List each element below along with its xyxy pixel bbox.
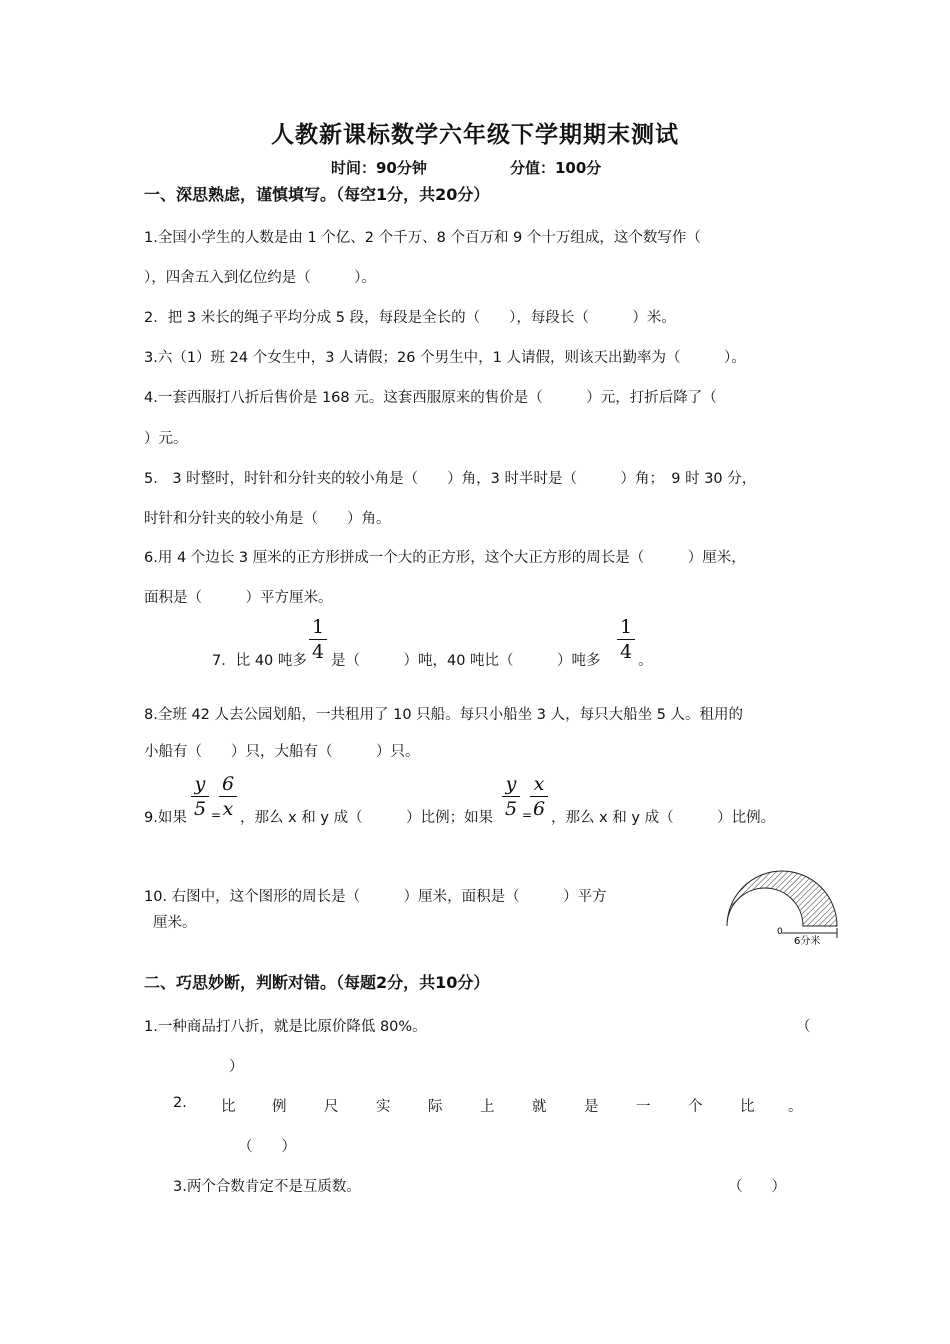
page-title: 人教新课标数学六年级下学期期末测试: [271, 122, 679, 148]
q9-fraction-4-denominator: 6: [532, 798, 546, 820]
s2-q3-paren: （ ）: [728, 1179, 786, 1195]
q7-fraction-1-denominator: 4: [311, 641, 325, 663]
q9-fraction-2-denominator: x: [222, 798, 234, 820]
q9-part1: 9.如果: [144, 810, 187, 826]
q9-fraction-4-numerator: x: [533, 773, 545, 795]
q7-part3: 。: [638, 653, 653, 669]
fraction-bar: [309, 639, 327, 640]
q7-part2: 是（ ）吨，40 吨比（ ）吨多: [331, 653, 601, 669]
fraction-bar: [191, 796, 209, 797]
q3: 3.六（1）班 24 个女生中，3 人请假；26 个男生中，1 人请假，则该天出勤率为（ ）。: [144, 350, 746, 366]
s2-q2-char: 。: [788, 1099, 803, 1115]
q6-line2: 面积是（ ）平方厘米。: [144, 590, 333, 606]
q10-line1: 10. 右图中，这个图形的周长是（ ）厘米，面积是（ ）平方: [144, 889, 607, 905]
s2-q2-char: 际: [428, 1099, 443, 1115]
figure-length-label: 6分米: [794, 936, 821, 947]
exam-time: 时间：90分钟: [331, 159, 427, 177]
s2-q2-char: 比: [740, 1099, 755, 1115]
s2-q2: [0, 1095, 950, 1117]
s2-q2-char: 比: [221, 1099, 236, 1115]
q9-fraction-3: [502, 773, 520, 820]
figure-origin-label: 0: [777, 927, 783, 937]
q9-part3: ，那么 x 和 y 成（ ）比例。: [551, 810, 776, 826]
q9-fraction-3-denominator: 5: [504, 798, 518, 820]
q5-line2: 时针和分针夹的较小角是（ ）角。: [144, 511, 391, 527]
q7-part1: 7．比 40 吨多: [212, 653, 307, 669]
semicircle-figure: [720, 860, 850, 952]
q7-fraction-2-denominator: 4: [619, 641, 633, 663]
q2: 2．把 3 米长的绳子平均分成 5 段，每段是全长的（ ），每段长（ ）米。: [144, 310, 676, 326]
q9-fraction-2-numerator: 6: [221, 773, 235, 795]
s2-q2-char: 就: [532, 1099, 547, 1115]
s2-q2-char: 实: [376, 1099, 391, 1115]
q8-line1: 8.全班 42 人去公园划船，一共租用了 10 只船。每只小船坐 3 人，每只大船坐 5 人。租用的: [144, 707, 744, 723]
s2-q1: 1.一种商品打八折，就是比原价降低 80%。: [144, 1019, 427, 1035]
s2-q2-char: 个: [688, 1099, 703, 1115]
q1-line1: 1.全国小学生的人数是由 1 个亿、2 个千万、8 个百万和 9 个十万组成，这个数写作（: [144, 230, 701, 246]
fraction-bar: [502, 796, 520, 797]
q8-line2: 小船有（ ）只，大船有（ ）只。: [144, 744, 420, 760]
q9-fraction-1-numerator: y: [194, 773, 206, 795]
q7-fraction-1-numerator: 1: [311, 616, 325, 638]
section2-heading: 二、巧思妙断，判断对错。（每题2分，共10分）: [144, 973, 490, 992]
fraction-bar: [617, 639, 635, 640]
s2-q1-paren-open: （: [796, 1019, 811, 1035]
s2-q2-paren: （ ）: [238, 1139, 296, 1155]
section1-heading: 一、深思熟虑，谨慎填写。（每空1分，共20分）: [144, 185, 490, 204]
q6-line1: 6.用 4 个边长 3 厘米的正方形拼成一个大的正方形，这个大正方形的周长是（ ）厘米，: [144, 550, 746, 566]
q5-line1: 5. 3 时整时，时针和分针夹的较小角是（ ）角，3 时半时是（ ）角； 9 时 30 分，: [144, 471, 757, 487]
q9-equals-1: =: [211, 808, 222, 822]
s2-q2-char: 上: [480, 1099, 495, 1115]
q4-line2: ）元。: [144, 431, 188, 447]
exam-score: 分值：100分: [510, 159, 602, 177]
q9-fraction-2: [219, 773, 237, 820]
q9-equals-2: =: [522, 808, 533, 822]
q9-part2: ，那么 x 和 y 成（ ）比例；如果: [240, 810, 494, 826]
q9-fraction-3-numerator: y: [505, 773, 517, 795]
q7-fraction-2: [617, 616, 635, 663]
fraction-bar: [530, 796, 548, 797]
s2-q2-char: 一: [636, 1099, 651, 1115]
s2-q2-char: 例: [272, 1099, 287, 1115]
q7-fraction-1: [309, 616, 327, 663]
q1-line2: ），四舍五入到亿位约是（ ）。: [144, 270, 376, 286]
q10-line2: 厘米。: [153, 915, 197, 931]
s2-q2-char: 尺: [324, 1099, 339, 1115]
s2-q2-char: 是: [584, 1099, 599, 1115]
s2-q3: 3.两个合数肯定不是互质数。: [173, 1179, 361, 1195]
s2-q2-char: 2.: [173, 1095, 187, 1111]
q7-fraction-2-numerator: 1: [619, 616, 633, 638]
q4-line1: 4.一套西服打八折后售价是 168 元。这套西服原来的售价是（ ）元，打折后降了（: [144, 390, 717, 406]
q9-fraction-1: [191, 773, 209, 820]
s2-q1-paren-close: ）: [229, 1059, 244, 1075]
fraction-bar: [219, 796, 237, 797]
shaded-region: [727, 871, 837, 926]
q9-fraction-4: [530, 773, 548, 820]
q9-fraction-1-denominator: 5: [193, 798, 207, 820]
